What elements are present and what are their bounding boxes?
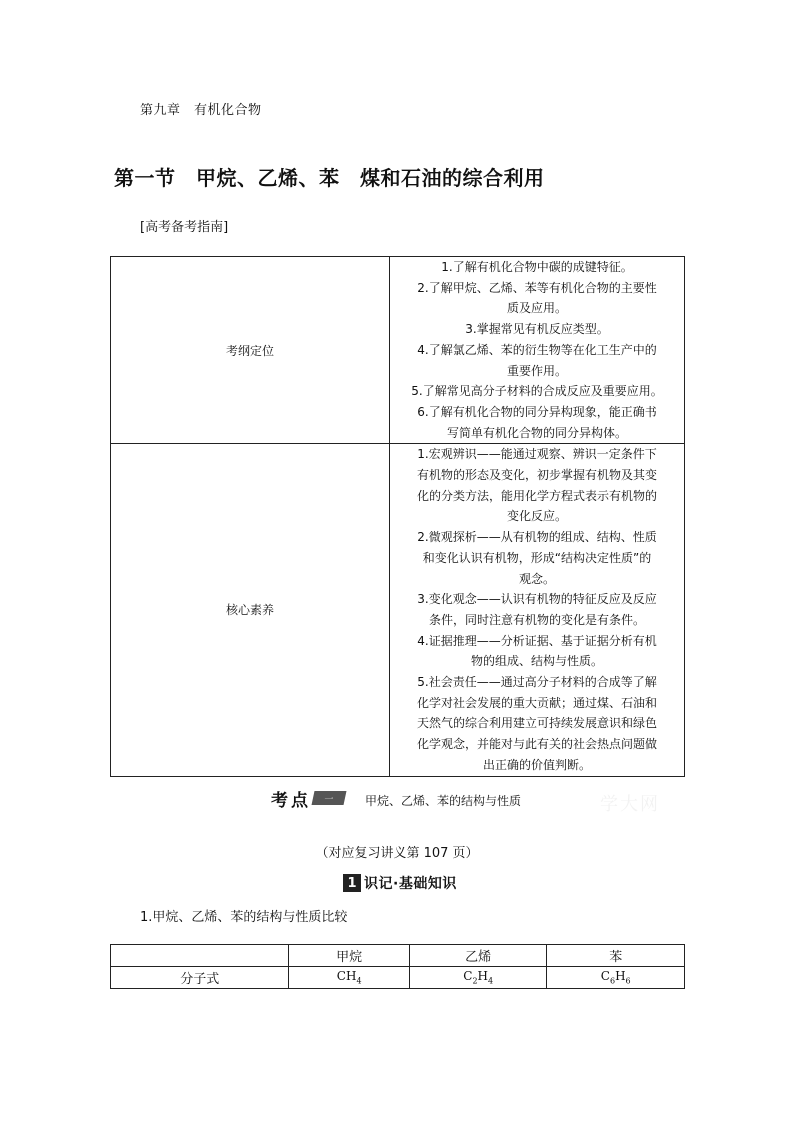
key-point-header <box>271 786 521 810</box>
list-item: 物的组成、结构与性质。 <box>470 654 603 669</box>
key-point-number-badge: 一 <box>312 791 347 805</box>
list-item: 质及应用。 <box>506 301 567 316</box>
header-cell <box>111 945 289 967</box>
basic-knowledge-title: 识记·基础知识 <box>364 876 457 892</box>
row-label-formula: 分子式 <box>111 967 289 989</box>
core-literacy-content <box>390 444 685 776</box>
list-item: 4.证据推理——分析证据、基于证据分析有机 <box>417 633 657 648</box>
list-item: 3.变化观念——认识有机物的特征反应及反应 <box>417 592 657 607</box>
watermark-text: 学大网 <box>600 794 660 815</box>
list-item: 条件，同时注意有机物的变化是有条件。 <box>428 612 645 627</box>
formula-methane: $CH_4$ <box>289 967 409 989</box>
list-item: 写简单有机化合物的同分异构体。 <box>446 425 627 440</box>
exam-guide-label: [高考备考指南] <box>140 220 229 235</box>
list-item: 重要作用。 <box>506 363 567 378</box>
list-item: 2.了解甲烷、乙烯、苯等有机化合物的主要性 <box>417 280 657 295</box>
table-row <box>111 967 685 989</box>
comparison-title: 1.甲烷、乙烯、苯的结构与性质比较 <box>140 910 348 925</box>
section-title: 第一节 甲烷、乙烯、苯 煤和石油的综合利用 <box>114 166 545 190</box>
chapter-heading: 第九章 有机化合物 <box>140 103 262 118</box>
list-item: 有机物的形态及变化，初步掌握有机物及其变 <box>416 468 657 483</box>
formula-ethylene: $C_2H_4$ <box>409 967 547 989</box>
table-header-row <box>111 945 685 967</box>
row-label-syllabus: 考纲定位 <box>111 257 390 444</box>
exam-guide-table <box>110 256 685 777</box>
list-item: 化的分类方法，能用化学方程式表示有机物的 <box>416 488 657 503</box>
list-item: 2.微观探析——从有机物的组成、结构、性质 <box>417 530 657 545</box>
list-item: 天然气的综合利用建立可持续发展意识和绿色 <box>416 716 657 731</box>
list-item: 化学观念，并能对与此有关的社会热点问题做 <box>416 737 657 752</box>
table-row <box>111 257 685 444</box>
number-badge: 1 <box>343 874 361 892</box>
list-item: 化学对社会发展的重大贡献；通过煤、石油和 <box>416 695 657 710</box>
list-item: 1.了解有机化合物中碳的成键特征。 <box>441 260 633 274</box>
list-item: 和变化认识有机物，形成“结构决定性质”的 <box>422 550 652 565</box>
header-cell-benzene: 苯 <box>547 945 685 967</box>
list-item: 出正确的价值判断。 <box>482 757 591 772</box>
key-point-title: 甲烷、乙烯、苯的结构与性质 <box>365 793 522 808</box>
list-item: 5.社会责任——通过高分子材料的合成等了解 <box>417 675 657 690</box>
list-item: 5.了解常见高分子材料的合成反应及重要应用。 <box>411 384 663 399</box>
key-point-label: 考点 <box>271 790 311 811</box>
basic-knowledge-header <box>343 873 457 893</box>
table-row <box>111 444 685 776</box>
page-reference: （对应复习讲义第 107 页） <box>315 846 479 861</box>
formula-benzene: $C_6H_6$ <box>547 967 685 989</box>
comparison-table <box>110 944 685 989</box>
list-item: 1.宏观辨识——能通过观察、辨识一定条件下 <box>417 447 657 462</box>
row-label-core-literacy: 核心素养 <box>111 444 390 776</box>
header-cell-ethylene: 乙烯 <box>409 945 547 967</box>
list-item: 4.了解氯乙烯、苯的衍生物等在化工生产中的 <box>417 342 657 357</box>
header-cell-methane: 甲烷 <box>289 945 409 967</box>
list-item: 变化反应。 <box>506 509 567 524</box>
list-item: 6.了解有机化合物的同分异构现象，能正确书 <box>417 404 657 419</box>
syllabus-content <box>390 257 685 444</box>
list-item: 3.掌握常见有机反应类型。 <box>465 322 609 337</box>
list-item: 观念。 <box>518 571 555 586</box>
